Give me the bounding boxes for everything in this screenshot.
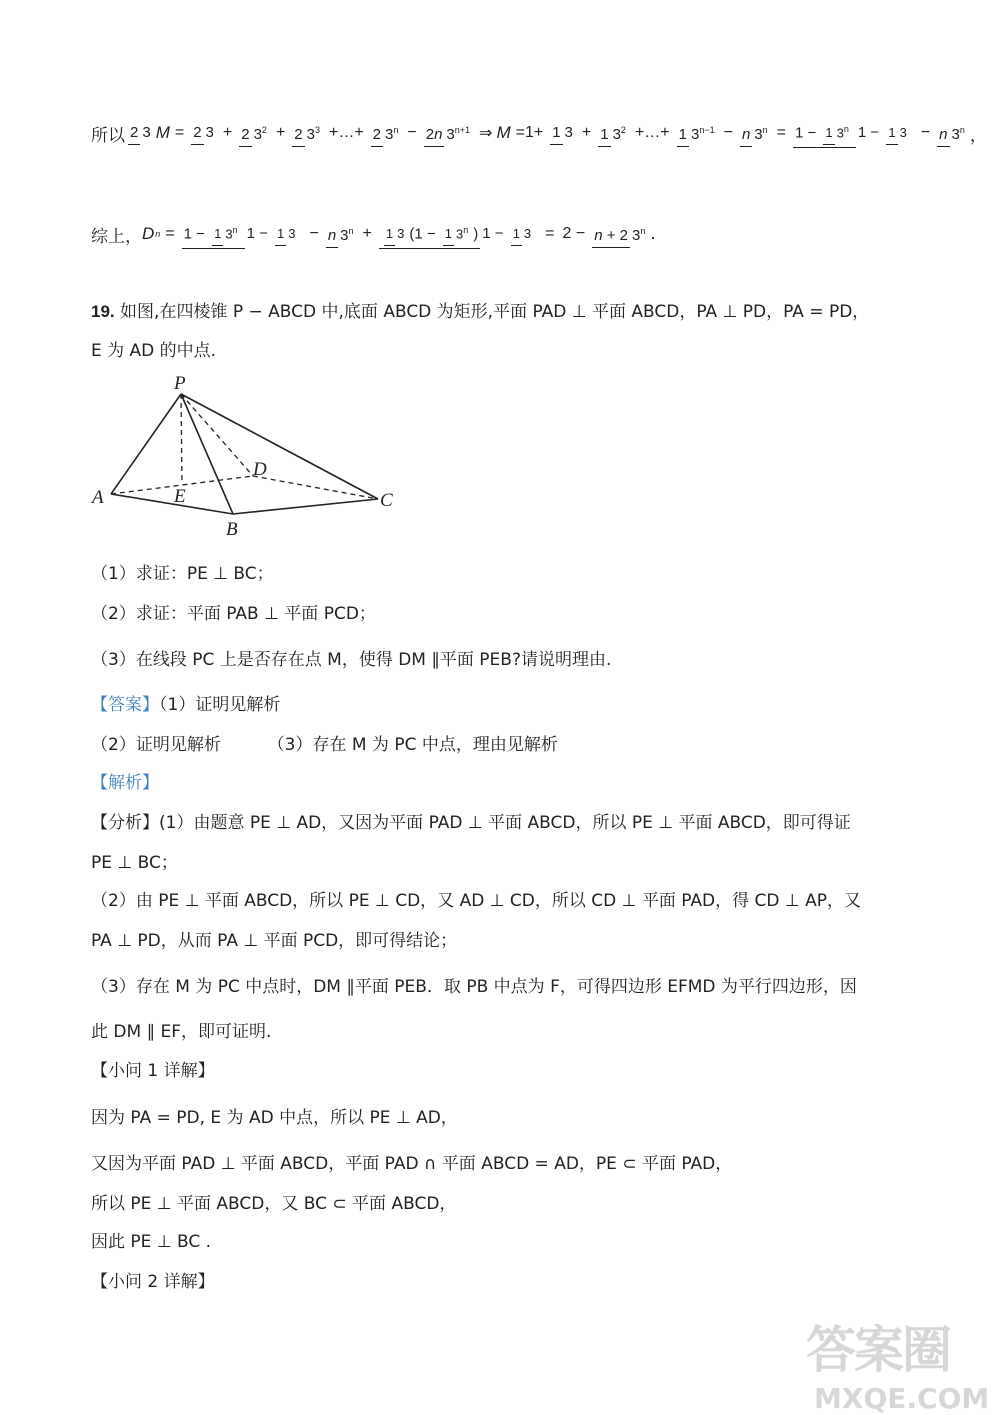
analysis-p3-line2: 此 DM ∥ EF，即可证明. <box>91 1022 272 1042</box>
detail1-line1: 因为 PA = PD, E 为 AD 中点，所以 PE ⊥ AD， <box>91 1108 458 1128</box>
equation-M-sum: 所以 2 3 M = 2 3 + 2 $3^2$ + 2 $3^3$ +…+ 2 3$^n$ − 2n $3^{n+1}$ ⇒ M =1+ 1 3 + 1 $3^2$ +…+ 1 $3^{n-1}$ − n 3$^n$ = 1 − 1 3$^n$ 1 − 1 3 − n 3$^n$ ， <box>91 88 987 178</box>
eq2-result: 2 − <box>562 225 586 242</box>
detail1-line4: 因此 PE ⊥ BC . <box>91 1232 212 1252</box>
answer-line2 <box>91 730 558 755</box>
analysis-p3-line1: （3）存在 M 为 PC 中点时，DM ∥平面 PEB．取 PB 中点为 F，可得四边形 EFMD 为平行四边形，因 <box>91 977 857 997</box>
analysis-p1-line1: 【分析】(1）由题意 PE ⊥ AD，又因为平面 PAD ⊥ 平面 ABCD，所以 PE ⊥ 平面 ABCD，即可得证 <box>91 813 851 833</box>
detail1-heading: 【小问 1 详解】 <box>91 1061 215 1081</box>
pyramid-figure <box>88 372 408 547</box>
equation-D-n: 综上， D n = 1 − 1 3$^n$ 1 − 1 3 − n 3$^n$ + 1 3 (1 − 1 3$^n$ ) 1 − 1 3 = 2 − n + 2 3$^n$ . <box>91 188 656 280</box>
answer-2: （2）证明见解析 <box>91 735 221 755</box>
label-A: A <box>92 487 104 508</box>
detail1-line3: 所以 PE ⊥ 平面 ABCD，又 BC ⊂ 平面 ABCD， <box>91 1194 457 1214</box>
label-E: E <box>174 486 186 507</box>
edge-PB <box>181 394 233 514</box>
answer-tag: 【答案】 <box>91 695 159 715</box>
problem-statement-line2: E 为 AD 的中点. <box>91 341 217 361</box>
label-P: P <box>174 373 186 394</box>
label-C: C <box>380 490 393 511</box>
eq1-trail: ， <box>969 125 987 146</box>
eq1-prefix: 所以 <box>91 125 125 146</box>
edge-PA <box>111 394 181 494</box>
edge-AB <box>111 494 233 514</box>
problem-line1-text: 如图,在四棱锥 P − ABCD 中,底面 ABCD 为矩形,平面 PAD ⊥ 平面 ABCD，PA ⊥ PD，PA = PD， <box>120 302 870 322</box>
analysis-tag: 【解析】 <box>91 773 159 793</box>
question-2: （2）求证：平面 PAB ⊥ 平面 PCD； <box>91 604 376 624</box>
analysis-p1-line2: PE ⊥ BC； <box>91 853 178 873</box>
label-D: D <box>253 459 267 480</box>
edge-PC <box>181 394 378 499</box>
detail1-line2: 又因为平面 PAD ⊥ 平面 ABCD，平面 PAD ∩ 平面 ABCD = AD，PE ⊂ 平面 PAD， <box>91 1154 733 1174</box>
answer-line1 <box>91 690 280 715</box>
eq1-lhs: M <box>155 123 171 142</box>
eq2-trail: . <box>650 224 656 244</box>
problem-number: 19. <box>91 302 115 321</box>
watermark <box>806 1310 989 1415</box>
watermark-line1: 答案圈 <box>806 1321 950 1379</box>
question-1: （1）求证：PE ⊥ BC； <box>91 564 274 584</box>
edge-DC <box>253 476 378 499</box>
edge-PD <box>181 394 253 476</box>
analysis-p2-line1: （2）由 PE ⊥ 平面 ABCD，所以 PE ⊥ CD，又 AD ⊥ CD，所以 CD ⊥ 平面 PAD，得 CD ⊥ AP，又 <box>91 891 861 911</box>
label-B: B <box>226 519 238 540</box>
detail2-heading: 【小问 2 详解】 <box>91 1272 215 1292</box>
eq1-mid-lhs: M <box>496 123 512 142</box>
analysis-p2-line2: PA ⊥ PD，从而 PA ⊥ 平面 PCD，即可得结论； <box>91 931 458 951</box>
answer-3: （3）存在 M 为 PC 中点，理由见解析 <box>267 735 558 755</box>
watermark-line2: MXQE.COM <box>814 1382 990 1415</box>
edge-PE <box>181 394 182 484</box>
edge-BC <box>233 499 378 514</box>
eq2-prefix: 综上， <box>91 226 142 247</box>
problem-statement-line1 <box>91 297 869 322</box>
eq2-lhs: D <box>142 224 156 243</box>
question-3: （3）在线段 PC 上是否存在点 M，使得 DM ∥平面 PEB?请说明理由. <box>91 650 612 670</box>
answer-1: （1）证明见解析 <box>159 695 281 715</box>
